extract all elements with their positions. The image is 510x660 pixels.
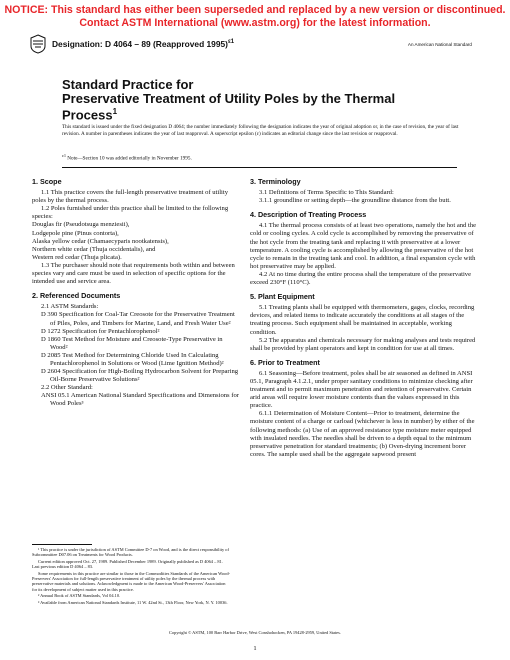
footnote: ² Annual Book of ASTM Standards, Vol 04.10.: [38, 593, 121, 599]
footnote-divider: [32, 544, 92, 545]
supersession-notice: [0, 4, 510, 30]
footnote: Some requirements in this practice are similar to those in the Commodities Standards of the American Wood-Preservers' Association for full-length preservative treatment of utility poles by the thermal process with preservative materials and solutions. Acknowledgment is made to the American Wood-Preservers' Association for its development of subject matter used in this practice.: [32, 570, 230, 592]
section-heading-referenced-documents: 2. Referenced Documents: [32, 291, 121, 301]
paragraph: 2.2 Other Standard:: [41, 384, 93, 392]
reference-item: D 1272 Specification for Pentachlorophenol²: [41, 327, 160, 335]
document-title: Standard Practice for Preservative Treatment of Utility Poles by the Thermal Process$^1$: [62, 77, 396, 123]
section-heading-treating-process: 4. Description of Treating Process: [250, 210, 367, 220]
section-heading-scope: 1. Scope: [32, 177, 62, 186]
paragraph: 5.1 Treating plants shall be equipped with thermometers, gages, clocks, recording devices, and related items to indicate accurately the conditions at all stages of the treating process. Such equipment shall be maintained in acceptable, working condition.: [250, 304, 475, 336]
reference-item: D 1860 Test Method for Moisture and Creosote-Type Preservative in Wood²: [41, 335, 223, 351]
reference-item: ANSI 05.1 American National Standard Specifications and Dimensions for Wood Poles³: [41, 392, 239, 408]
footnote: ³ Available from American National Standards Institute, 11 W. 42nd St., 13th Floor, New York, N. Y. 10036.: [38, 599, 228, 605]
designation: Designation: D 4064 – 89 (Reapproved 1995)$^{\varepsilon 1}$: [52, 39, 235, 49]
paragraph: 4.1 The thermal process consists of at least two operations, namely the hot and the cold or cooling cycles. A cold cycle is accomplished by removing the preservative of the hot cycle from the treating tank and replacing it with preservative at a lower temperature. A cooling cycle is accomplished by allowing the preservative of the hot cycle to remain in the treating tank and cool. In addition, a final expansion cycle with hot preservative may be applied.: [250, 222, 477, 270]
standard-type: An American National Standard: [407, 42, 472, 47]
left-column: [32, 178, 240, 409]
paragraph: 3.1.1 groundline or setting depth—the groundline distance from the butt.: [259, 197, 451, 205]
editorial-note: $^{\varepsilon 1}$ Note—Section 10 was added editorially in November 1995.: [62, 153, 192, 162]
issuance-statement: This standard is issued under the fixed designation D 4064; the number immediately following the designation indicates the year of original adoption or, in the case of revision, the year of last revision. A number in parentheses indicates the year of last reapproval. A superscript epsilon (ε) indicates an editorial change since the last revision or reapproval.: [62, 124, 459, 137]
reference-item: D 2604 Specification for High-Boiling Hydrocarbon Solvent for Preparing Oil-Borne Preservative Solutions²: [41, 368, 239, 384]
paragraph: 1.1 This practice covers the full-length preservative treatment of utility poles by the thermal process.: [32, 189, 229, 205]
list-item: Alaska yellow cedar (Chamaecyparis nootkatensis),: [32, 237, 169, 245]
copyright-footer: Copyright © ASTM, 100 Barr Harbor Drive, West Conshohocken, PA 19428-2959, United States.: [169, 630, 341, 635]
section-heading-terminology: 3. Terminology: [250, 177, 301, 186]
right-column: [250, 178, 480, 459]
paragraph: 4.2 At no time during the entire process shall the temperature of the preservative exceed 230°F (110°C).: [250, 270, 472, 287]
section-heading-prior-to-treatment: 6. Prior to Treatment: [250, 357, 320, 367]
paragraph: 6.1.1 Determination of Moisture Content—Prior to treatment, determine the moisture content of a charge or carload (whichever is less in number) by either of the following methods: (a) Use of an approved resistance type moisture meter equipped with insulated needles. The needles shall be driven to a depth equal to the minimum preservative penetration for standard treatments; (b) Oven-drying increment borer cores. The sample used shall be the aggregate sapwood present: [250, 410, 475, 458]
list-item: Douglas fir (Pseudotsuga menziesii),: [32, 221, 130, 229]
astm-logo-icon: [30, 34, 46, 54]
footnote: ¹ This practice is under the jurisdiction of ASTM Committee D-7 on Wood, and is the direct responsibility of Subcommittee D07.06 on Treatments for Wood Products.: [32, 547, 229, 558]
list-item: Lodgepole pine (Pinus contorta),: [32, 229, 119, 237]
paragraph: 1.3 The purchaser should note that requirements both within and between species vary and care must be used in selection of specific options for the intended use and service area.: [32, 261, 235, 286]
reference-item: D 2085 Test Method for Determining Chloride Used In Calculating Pentachlorophenol in Solutions or Wood (Lime Ignition Method)²: [41, 351, 224, 367]
notice-line-2: Contact ASTM International (www.astm.org) for the latest information.: [79, 17, 431, 29]
paragraph: 5.2 The apparatus and chemicals necessary for making analyses and tests required shall be provided by plant operators and kept in condition for use at all times.: [250, 336, 476, 352]
paragraph: 1.2 Poles furnished under this practice shall be limited to the following species:: [32, 205, 229, 221]
list-item: Western red cedar (Thuja plicata).: [32, 253, 122, 261]
page-number: 1: [253, 645, 257, 652]
notice-line-1: NOTICE: This standard has either been superseded and replaced by a new version or discontinued.: [4, 4, 506, 16]
header-divider: [62, 167, 457, 168]
section-heading-plant-equipment: 5. Plant Equipment: [250, 292, 315, 302]
paragraph: 3.1 Definitions of Terms Specific to This Standard:: [259, 189, 394, 197]
paragraph: 6.1 Seasoning—Before treatment, poles shall be air seasoned as defined in ANSI 05.1, Paragraph 4.1.2.1, under proper sanitary conditions to minimize checking after treatment and to permit maximum penetration and retention of preservative. Certain arid areas will require lower moisture contents than the values expressed in this practice.: [250, 369, 473, 410]
footnotes: [32, 547, 230, 606]
paragraph: 2.1 ASTM Standards:: [41, 303, 99, 311]
list-item: Northern white cedar (Thuja occidentalis), and: [32, 245, 156, 253]
footnote: Current edition approved Oct. 27, 1989. Published December 1989. Originally published as D 4064 – 81. Last previous edition D 4064 – 83.: [32, 558, 223, 570]
reference-item: D 390 Specification for Coal-Tar Creosote for the Preservative Treatment of Piles, Poles, and Timbers for Marine, Land, and Fresh Water Use²: [41, 311, 235, 327]
